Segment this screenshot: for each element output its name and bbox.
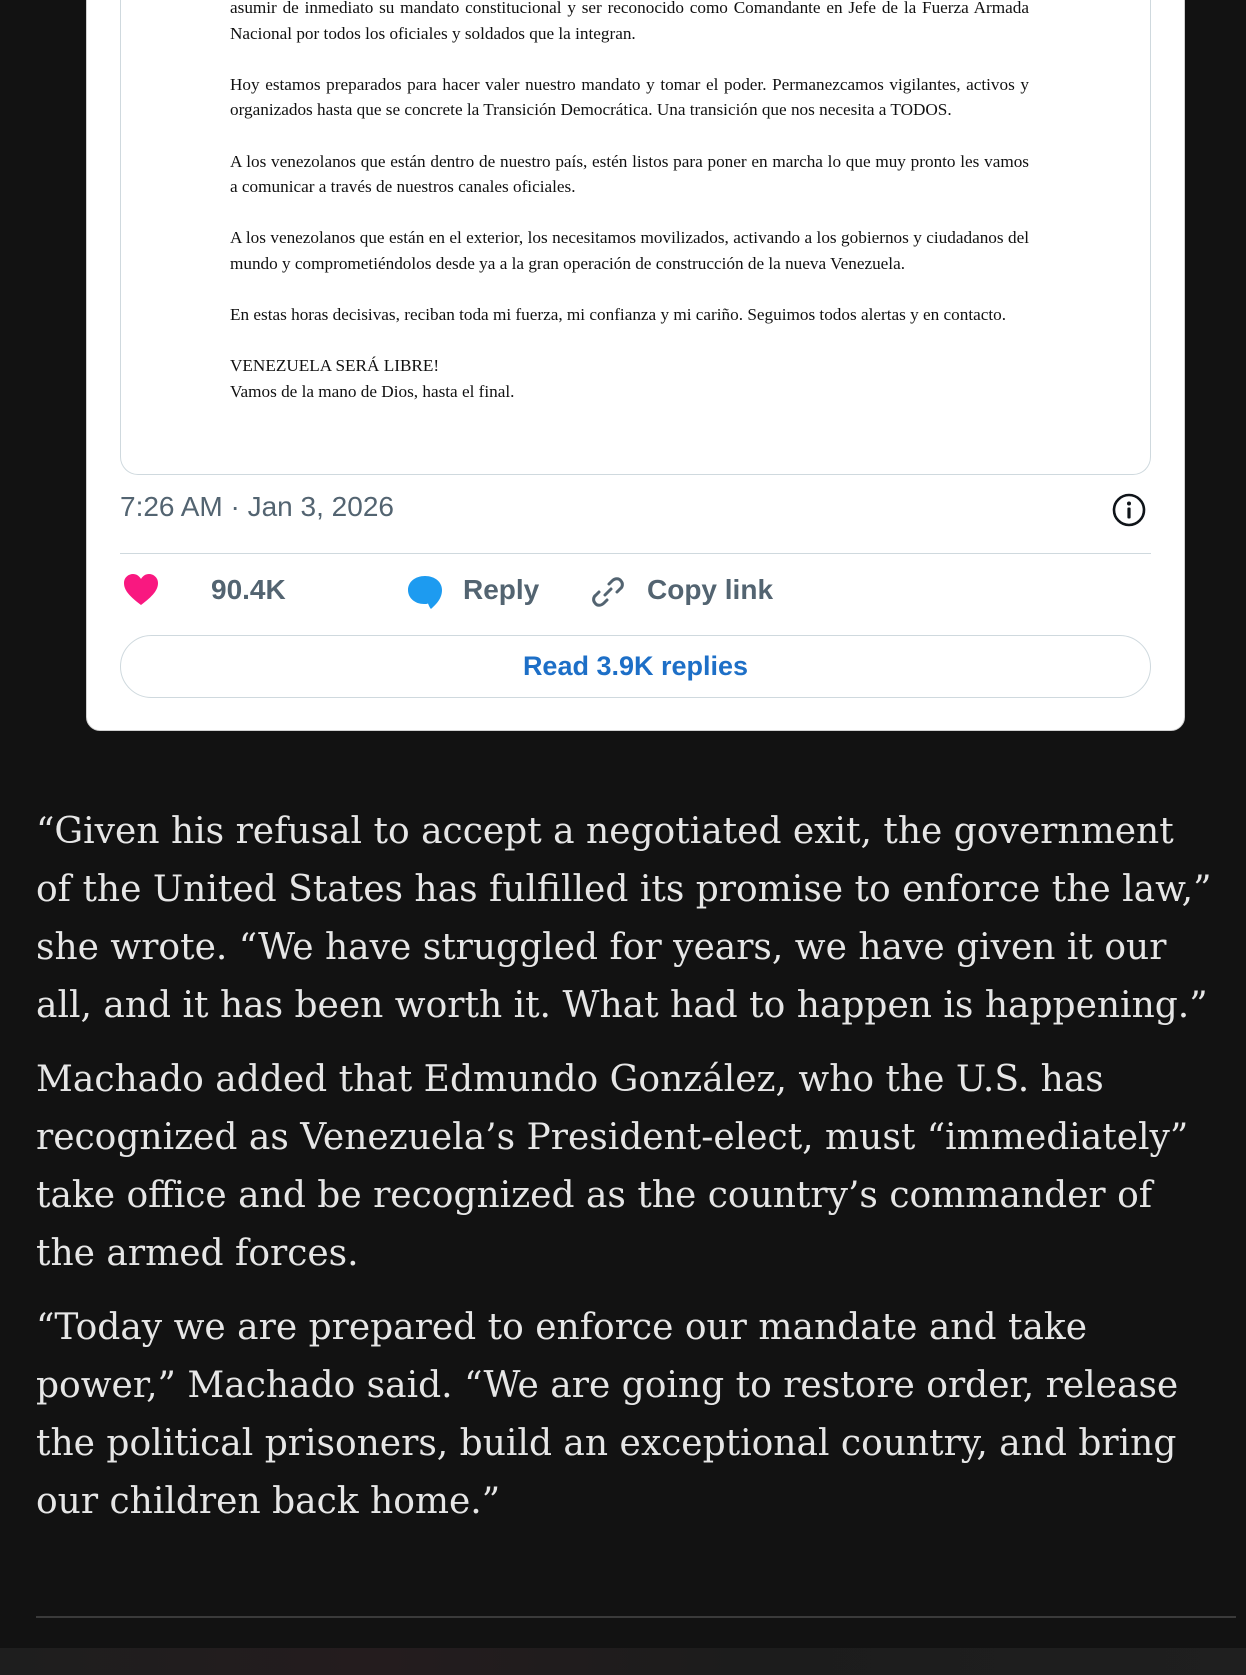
document-paragraph: En estas horas decisivas, reciban toda mi fuerza, mi confianza y mi cariño. Seguimos todos alertas y en contacto. bbox=[230, 305, 1007, 325]
tweet-actions bbox=[123, 555, 1154, 625]
document-paragraph: A los venezolanos que están en el exterior, los necesitamos movilizados, activando a los gobiernos y ciudadanos del mundo y comprometiéndolos desde ya a la gran operación de construcción de la nueva Venezuela. bbox=[230, 228, 1029, 273]
copy-link-label: Copy link bbox=[647, 574, 774, 605]
bottom-bar bbox=[0, 1648, 1246, 1675]
article-paragraph: “Today we are prepared to enforce our mandate and take power,” Machado said. “We are going to restore order, release the political prisoners, build an exceptional country, and bring our children back home.” bbox=[36, 1307, 1179, 1522]
info-icon[interactable] bbox=[1111, 492, 1147, 528]
document-closing-line: VENEZUELA SERÁ LIBRE! bbox=[230, 356, 440, 376]
tweet-timestamp[interactable]: 7:26 AM · Jan 3, 2026 bbox=[120, 491, 394, 522]
document-paragraph: asumir de inmediato su mandato constitucional y ser reconocido como Comandante en Jefe de la Fuerza Armada Nacional por todos los oficiales y soldados que la integran. bbox=[230, 0, 1029, 43]
reply-label: Reply bbox=[463, 574, 540, 605]
article-paragraph: Machado added that Edmundo González, who the U.S. has recognized as Venezuela’s President-elect, must “immediately” take office and be recognized as the country’s commander of the armed forces. bbox=[36, 1059, 1189, 1274]
link-icon bbox=[591, 575, 625, 609]
read-replies-button[interactable]: Read 3.9K replies bbox=[120, 635, 1151, 698]
reply-button[interactable] bbox=[407, 555, 539, 625]
tweet-document-image[interactable] bbox=[120, 0, 1151, 475]
document-text bbox=[230, 0, 1029, 405]
document-paragraph: Hoy estamos preparados para hacer valer nuestro mandato y tomar el poder. Permanezcamos vigilantes, activos y organizados hasta que se concrete la Transición Democrática. Una transición que nos necesita a TODOS. bbox=[230, 74, 1029, 120]
speech-bubble-icon bbox=[407, 574, 443, 610]
document-closing-line: Vamos de la mano de Dios, hasta el final. bbox=[230, 381, 515, 401]
copy-link-button[interactable] bbox=[591, 555, 773, 625]
tweet-divider bbox=[120, 553, 1151, 554]
article-paragraph: “Given his refusal to accept a negotiated exit, the government of the United States has fulfilled its promise to enforce the law,” she wrote. “We have struggled for years, we have given it our all, and it has been worth it. What had to happen is happening.” bbox=[36, 811, 1212, 1026]
like-count: 90.4K bbox=[211, 574, 286, 605]
document-paragraph: A los venezolanos que están dentro de nuestro país, estén listos para poner en marcha lo que muy pronto les vamos a comunicar a través de nuestros canales oficiales. bbox=[230, 151, 1029, 197]
article-divider bbox=[36, 1616, 1236, 1618]
heart-icon bbox=[123, 573, 159, 607]
embedded-tweet-card bbox=[86, 0, 1185, 731]
article-body bbox=[36, 803, 1236, 1547]
like-button[interactable] bbox=[211, 555, 286, 625]
